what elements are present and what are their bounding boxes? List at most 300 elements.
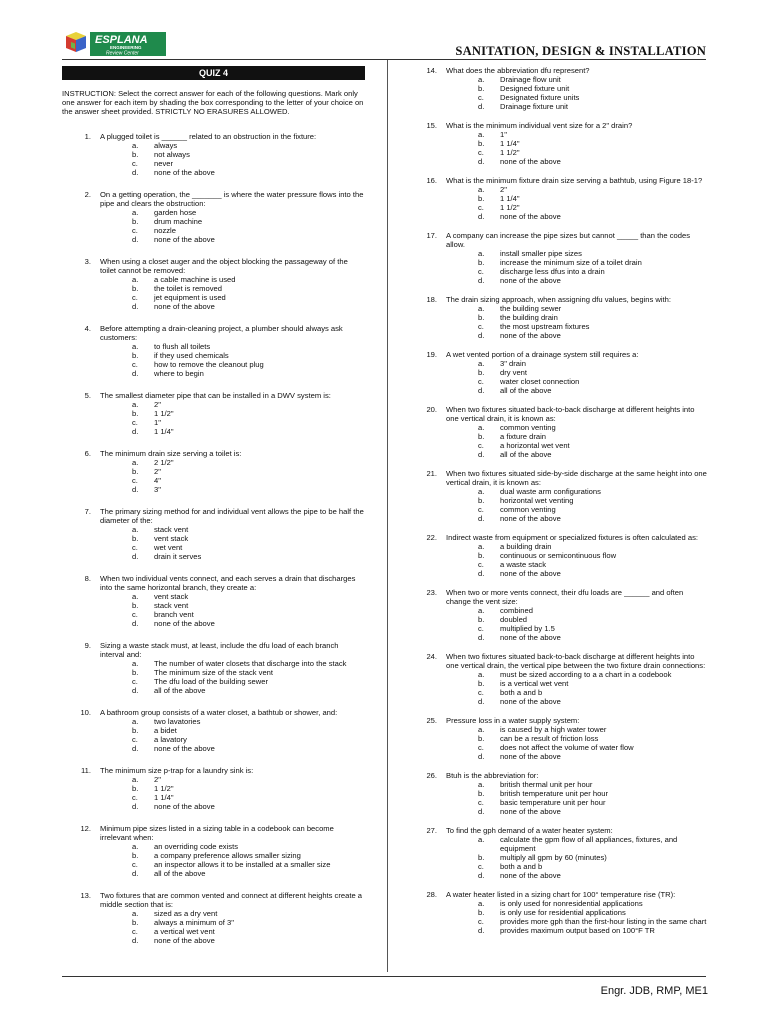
option-letter: a. <box>132 775 139 784</box>
option-letter: d. <box>478 514 485 523</box>
option-letter: c. <box>478 688 484 697</box>
option-letter: a. <box>132 659 139 668</box>
option-text: 1 1/2" <box>500 203 520 212</box>
option-letter: c. <box>132 860 138 869</box>
answer-options <box>132 141 365 177</box>
question-item <box>408 890 708 935</box>
question-row <box>408 716 708 725</box>
option-letter: a. <box>132 458 139 467</box>
answer-option <box>132 476 365 485</box>
option-text: wet vent <box>154 543 183 552</box>
question-number: 11. <box>81 766 91 775</box>
answer-option <box>478 194 708 203</box>
option-letter: a. <box>132 400 139 409</box>
option-text: 1 1/4" <box>154 427 174 436</box>
option-letter: a. <box>132 342 139 351</box>
answer-option <box>478 423 708 432</box>
question-number: 12. <box>80 824 91 833</box>
answer-option <box>478 258 708 267</box>
answer-option <box>132 802 365 811</box>
option-letter: b. <box>478 368 485 377</box>
answer-option <box>478 212 708 221</box>
option-letter: b. <box>132 217 139 226</box>
answer-option <box>478 551 708 560</box>
question-item <box>408 231 708 285</box>
question-text: A plugged toilet is ______ related to an obstruction in the fixture: <box>100 132 317 141</box>
question-row <box>408 588 708 606</box>
question-item <box>62 132 365 177</box>
option-text: the building sewer <box>500 304 562 313</box>
question-row <box>62 449 365 458</box>
option-text: provides maximum output based on 100°F TR <box>500 926 655 935</box>
answer-options <box>478 725 708 761</box>
option-letter: c. <box>478 267 484 276</box>
option-text: both a and b <box>500 862 543 871</box>
question-text: When using a closet auger and the object blocking the passageway of the toilet cannot be removed: <box>100 257 348 275</box>
option-text: multiplied by 1.5 <box>500 624 555 633</box>
option-letter: a. <box>132 208 139 217</box>
answer-option <box>478 313 708 322</box>
option-text: 4" <box>154 476 161 485</box>
logo-name: ESPLANA <box>95 34 148 46</box>
option-letter: b. <box>478 432 485 441</box>
answer-option <box>478 871 708 880</box>
answer-options <box>478 606 708 642</box>
answer-option <box>478 359 708 368</box>
answer-option <box>478 304 708 313</box>
left-column <box>62 66 365 958</box>
answer-option <box>132 427 365 436</box>
option-letter: d. <box>478 752 485 761</box>
option-letter: c. <box>132 543 138 552</box>
question-row <box>408 405 708 423</box>
question-text: When two or more vents connect, their dfu loads are ______ and often change the vent size: <box>446 588 684 606</box>
option-text: dry vent <box>500 368 528 377</box>
answer-option <box>132 851 365 860</box>
answer-option <box>132 275 365 284</box>
question-text: Sizing a waste stack must, at least, include the dfu load of each branch interval and: <box>100 641 339 659</box>
question-number: 13. <box>80 891 91 900</box>
answer-option <box>132 235 365 244</box>
question-number: 3. <box>84 257 91 266</box>
question-text: When two fixtures situated back-to-back discharge at different heights into one vertical drain, the vertical pipe between the two fixture drain connections: <box>446 652 706 670</box>
right-question-list <box>408 66 708 935</box>
question-number: 10. <box>80 708 91 717</box>
question-row <box>408 890 708 899</box>
option-letter: a. <box>478 780 485 789</box>
answer-options <box>132 592 365 628</box>
option-letter: a. <box>132 909 139 918</box>
answer-option <box>132 659 365 668</box>
answer-option <box>478 93 708 102</box>
option-text: sized as a dry vent <box>154 909 218 918</box>
answer-option <box>478 807 708 816</box>
question-text: Btuh is the abbreviation for: <box>446 771 539 780</box>
answer-option <box>132 302 365 311</box>
answer-option <box>132 744 365 753</box>
option-letter: c. <box>132 610 138 619</box>
question-item <box>408 533 708 578</box>
question-text: Before attempting a drain-cleaning project, a plumber should always ask customers: <box>100 324 343 342</box>
answer-option <box>132 141 365 150</box>
answer-option <box>132 217 365 226</box>
question-number: 25. <box>426 716 437 725</box>
option-letter: c. <box>478 624 484 633</box>
answer-option <box>478 185 708 194</box>
option-letter: d. <box>478 276 485 285</box>
answer-option <box>478 267 708 276</box>
left-question-list <box>62 132 365 945</box>
answer-options <box>132 909 365 945</box>
question-row <box>62 324 365 342</box>
option-letter: a. <box>478 304 485 313</box>
option-text: none of the above <box>154 744 215 753</box>
option-text: none of the above <box>500 807 561 816</box>
question-row <box>408 231 708 249</box>
esplana-logo <box>62 28 168 60</box>
answer-option <box>132 936 365 945</box>
option-text: a cable machine is used <box>154 275 236 284</box>
question-row <box>62 190 365 208</box>
answer-option <box>478 752 708 761</box>
question-row <box>408 826 708 835</box>
option-text: basic temperature unit per hour <box>500 798 606 807</box>
question-item <box>62 708 365 753</box>
question-row <box>62 891 365 909</box>
question-row <box>408 66 708 75</box>
answer-option <box>132 918 365 927</box>
page-header-title: SANITATION, DESIGN & INSTALLATION <box>455 44 706 58</box>
option-text: a lavatory <box>154 735 187 744</box>
option-letter: d. <box>478 386 485 395</box>
option-text: horizontal wet venting <box>500 496 574 505</box>
option-text: none of the above <box>154 619 215 628</box>
option-text: none of the above <box>500 633 561 642</box>
answer-option <box>478 450 708 459</box>
answer-option <box>478 606 708 615</box>
option-text: 1 1/4" <box>154 793 174 802</box>
question-row <box>408 533 708 542</box>
question-number: 21. <box>426 469 437 478</box>
option-text: is a vertical wet vent <box>500 679 569 688</box>
option-letter: a. <box>478 249 485 258</box>
answer-option <box>478 322 708 331</box>
question-number: 28. <box>426 890 437 899</box>
answer-options <box>478 780 708 816</box>
question-number: 17. <box>426 231 437 240</box>
option-letter: c. <box>478 322 484 331</box>
answer-options <box>478 249 708 285</box>
option-letter: b. <box>478 84 485 93</box>
answer-option <box>478 84 708 93</box>
option-letter: a. <box>132 717 139 726</box>
option-letter: b. <box>478 194 485 203</box>
option-text: 3" drain <box>500 359 526 368</box>
question-row <box>62 708 365 717</box>
option-text: none of the above <box>154 802 215 811</box>
answer-option <box>132 159 365 168</box>
option-text: is caused by a high water tower <box>500 725 607 734</box>
question-item <box>408 295 708 340</box>
option-text: to flush all toilets <box>154 342 211 351</box>
option-letter: c. <box>132 226 138 235</box>
logo-sub2: Review Center <box>106 50 139 57</box>
option-text: stack vent <box>154 601 189 610</box>
answer-option <box>132 784 365 793</box>
question-text: When two fixtures situated side-by-side discharge at the same height into one vertical drain, it is known as: <box>446 469 707 487</box>
question-text: The smallest diameter pipe that can be installed in a DWV system is: <box>100 391 331 400</box>
option-letter: b. <box>478 908 485 917</box>
question-number: 24. <box>426 652 437 661</box>
question-text: What does the abbreviation dfu represent? <box>446 66 590 75</box>
option-letter: c. <box>132 360 138 369</box>
answer-option <box>478 203 708 212</box>
option-text: the most upstream fixtures <box>500 322 590 331</box>
option-letter: b. <box>132 918 139 927</box>
option-text: british thermal unit per hour <box>500 780 593 789</box>
answer-option <box>132 284 365 293</box>
option-text: Designed fixture unit <box>500 84 570 93</box>
question-text: Two fixtures that are common vented and connect at different heights create a middle section that is: <box>100 891 362 909</box>
answer-options <box>132 659 365 695</box>
answer-option <box>132 208 365 217</box>
answer-options <box>478 542 708 578</box>
question-number: 27. <box>426 826 437 835</box>
option-letter: c. <box>132 418 138 427</box>
answer-option <box>478 633 708 642</box>
answer-option <box>478 734 708 743</box>
answer-options <box>478 423 708 459</box>
option-text: drum machine <box>154 217 203 226</box>
answer-option <box>132 860 365 869</box>
option-text: The number of water closets that discharge into the stack <box>154 659 347 668</box>
question-item <box>62 257 365 311</box>
answer-option <box>478 505 708 514</box>
option-text: multiply all gpm by 60 (minutes) <box>500 853 607 862</box>
question-row <box>62 641 365 659</box>
option-letter: d. <box>132 686 139 695</box>
option-letter: a. <box>478 359 485 368</box>
answer-option <box>478 798 708 807</box>
question-row <box>62 766 365 775</box>
option-letter: b. <box>478 551 485 560</box>
question-row <box>408 295 708 304</box>
answer-option <box>478 899 708 908</box>
question-item <box>408 716 708 761</box>
option-text: 2 1/2" <box>154 458 174 467</box>
question-item <box>62 449 365 494</box>
option-letter: a. <box>132 275 139 284</box>
option-text: drain it serves <box>154 552 202 561</box>
answer-option <box>132 467 365 476</box>
question-item <box>408 652 708 706</box>
option-letter: d. <box>132 802 139 811</box>
option-letter: b. <box>478 615 485 624</box>
option-text: all of the above <box>500 450 552 459</box>
option-letter: b. <box>132 150 139 159</box>
question-text: When two individual vents connect, and each serves a drain that discharges into the same horizontal branch, they create a: <box>100 574 356 592</box>
question-row <box>62 824 365 842</box>
option-text: both a and b <box>500 688 543 697</box>
question-text: A bathroom group consists of a water closet, a bathtub or shower, and: <box>100 708 338 717</box>
quiz-title: QUIZ 4 <box>62 66 365 80</box>
option-text: 2" <box>500 185 507 194</box>
option-letter: c. <box>478 148 484 157</box>
question-text: To find the gph demand of a water heater system: <box>446 826 613 835</box>
option-letter: a. <box>478 835 485 844</box>
option-letter: d. <box>132 427 139 436</box>
option-letter: d. <box>478 102 485 111</box>
answer-option <box>132 927 365 936</box>
option-letter: d. <box>132 552 139 561</box>
question-number: 19. <box>426 350 437 359</box>
option-text: none of the above <box>500 212 561 221</box>
option-letter: d. <box>478 331 485 340</box>
answer-option <box>132 150 365 159</box>
option-letter: b. <box>478 313 485 322</box>
answer-option <box>132 686 365 695</box>
answer-option <box>478 102 708 111</box>
answer-option <box>478 157 708 166</box>
question-number: 7. <box>84 507 91 516</box>
answer-option <box>132 351 365 360</box>
option-letter: c. <box>132 793 138 802</box>
option-text: calculate the gpm flow of all appliances, fixtures, and equipment <box>500 835 678 853</box>
esplana-logo-graphic <box>62 28 168 60</box>
answer-option <box>132 610 365 619</box>
answer-option <box>132 793 365 802</box>
option-text: continuous or semicontinuous flow <box>500 551 617 560</box>
answer-options <box>132 717 365 753</box>
answer-option <box>478 615 708 624</box>
option-letter: a. <box>478 670 485 679</box>
option-letter: d. <box>478 807 485 816</box>
option-text: none of the above <box>500 752 561 761</box>
option-letter: a. <box>478 899 485 908</box>
question-text: When two fixtures situated back-to-back discharge at different heights into one vertical drain, it is known as: <box>446 405 695 423</box>
option-text: a vertical wet vent <box>154 927 215 936</box>
answer-option <box>478 368 708 377</box>
option-letter: c. <box>132 927 138 936</box>
question-row <box>62 132 365 141</box>
option-letter: b. <box>132 601 139 610</box>
option-letter: a. <box>478 423 485 432</box>
answer-option <box>132 458 365 467</box>
question-number: 20. <box>426 405 437 414</box>
question-item <box>408 588 708 642</box>
option-letter: d. <box>132 302 139 311</box>
answer-option <box>132 619 365 628</box>
option-letter: b. <box>132 534 139 543</box>
question-row <box>62 257 365 275</box>
answer-option <box>478 789 708 798</box>
answer-option <box>478 496 708 505</box>
question-item <box>408 176 708 221</box>
answer-option <box>132 409 365 418</box>
option-letter: a. <box>132 525 139 534</box>
option-letter: a. <box>478 487 485 496</box>
question-item <box>62 507 365 561</box>
option-letter: d. <box>132 744 139 753</box>
question-item <box>408 66 708 111</box>
option-text: all of the above <box>154 869 206 878</box>
question-row <box>62 507 365 525</box>
question-row <box>408 771 708 780</box>
option-letter: a. <box>132 842 139 851</box>
option-text: always <box>154 141 178 150</box>
question-number: 23. <box>426 588 437 597</box>
answer-option <box>132 735 365 744</box>
question-text: On a getting operation, the _______ is where the water pressure flows into the pipe and clears the obstruction: <box>100 190 364 208</box>
option-text: none of the above <box>154 168 215 177</box>
question-number: 6. <box>84 449 91 458</box>
option-letter: a. <box>478 542 485 551</box>
option-text: garden hose <box>154 208 197 217</box>
option-text: 2" <box>154 467 161 476</box>
option-text: a company preference allows smaller sizing <box>154 851 301 860</box>
option-text: branch vent <box>154 610 194 619</box>
option-text: Drainage fixture unit <box>500 102 568 111</box>
option-letter: d. <box>478 212 485 221</box>
answer-option <box>132 400 365 409</box>
option-letter: b. <box>132 668 139 677</box>
option-text: an overriding code exists <box>154 842 238 851</box>
option-letter: a. <box>478 725 485 734</box>
question-text: What is the minimum individual vent size for a 2" drain? <box>446 121 633 130</box>
question-item <box>408 469 708 523</box>
answer-option <box>132 543 365 552</box>
option-text: none of the above <box>500 569 561 578</box>
option-letter: b. <box>132 409 139 418</box>
question-item <box>62 641 365 695</box>
option-text: how to remove the cleanout plug <box>154 360 264 369</box>
question-text: The primary sizing method for and individual vent allows the pipe to be half the diameter of the: <box>100 507 364 525</box>
question-number: 14. <box>426 66 437 75</box>
option-letter: c. <box>478 203 484 212</box>
question-row <box>408 652 708 670</box>
question-item <box>408 771 708 816</box>
answer-option <box>478 75 708 84</box>
option-text: jet equipment is used <box>154 293 226 302</box>
option-text: none of the above <box>500 871 561 880</box>
answer-options <box>478 670 708 706</box>
answer-options <box>132 400 365 436</box>
option-letter: b. <box>132 851 139 860</box>
answer-option <box>478 249 708 258</box>
answer-option <box>132 592 365 601</box>
option-text: a bidet <box>154 726 177 735</box>
question-number: 8. <box>84 574 91 583</box>
option-letter: d. <box>132 235 139 244</box>
answer-option <box>478 670 708 679</box>
question-number: 5. <box>84 391 91 400</box>
answer-option <box>478 139 708 148</box>
question-item <box>62 190 365 244</box>
question-text: The drain sizing approach, when assigning dfu values, begins with: <box>446 295 671 304</box>
option-letter: b. <box>478 679 485 688</box>
option-letter: b. <box>132 726 139 735</box>
question-item <box>408 350 708 395</box>
answer-option <box>478 862 708 871</box>
answer-option <box>132 717 365 726</box>
option-letter: b. <box>132 784 139 793</box>
option-text: a horizontal wet vent <box>500 441 570 450</box>
option-letter: c. <box>132 159 138 168</box>
question-item <box>408 826 708 880</box>
question-text: A wet vented portion of a drainage system still requires a: <box>446 350 639 359</box>
question-number: 16. <box>426 176 437 185</box>
answer-option <box>478 624 708 633</box>
